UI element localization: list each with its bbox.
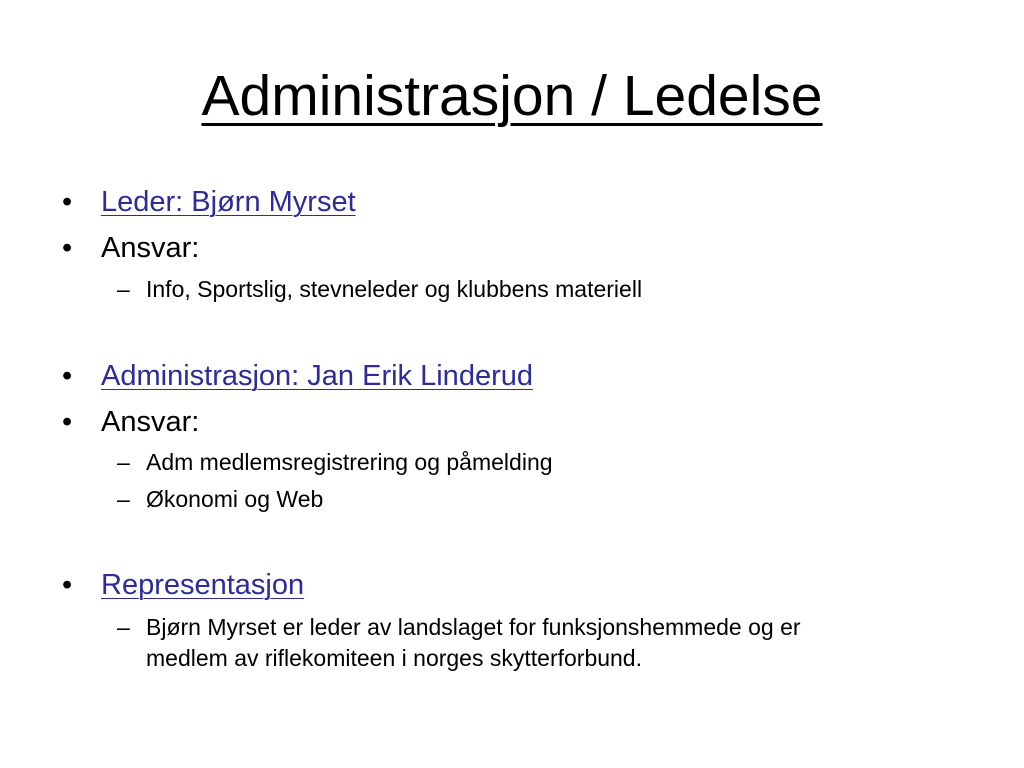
bullet-icon: • <box>62 406 73 438</box>
sub-item-text: Bjørn Myrset er leder av landslaget for funksjonshemmede og er <box>146 614 801 640</box>
dash-icon: – <box>117 614 130 640</box>
dash-icon: – <box>117 276 130 302</box>
leader-link[interactable]: Leder: Bjørn Myrset <box>101 186 356 218</box>
bullet-icon: • <box>62 232 73 264</box>
representation-link[interactable]: Representasjon <box>101 569 305 601</box>
dash-icon: – <box>117 486 130 512</box>
sub-item-text: medlem av riflekomiteen i norges skytterforbund. <box>146 645 642 671</box>
slide-title: Administrasjon / Ledelse <box>201 64 823 128</box>
bullet-icon: • <box>62 569 73 601</box>
sub-item-text: Økonomi og Web <box>146 486 324 512</box>
responsibility-label: Ansvar: <box>101 406 200 438</box>
bullet-icon: • <box>62 186 73 218</box>
dash-icon: – <box>117 449 130 475</box>
responsibility-label: Ansvar: <box>101 232 200 264</box>
administration-link[interactable]: Administrasjon: Jan Erik Linderud <box>101 360 533 392</box>
sub-item-text: Info, Sportslig, stevneleder og klubbens materiell <box>146 276 643 302</box>
bullet-icon: • <box>62 360 73 392</box>
sub-item-text: Adm medlemsregistrering og påmelding <box>146 449 553 475</box>
